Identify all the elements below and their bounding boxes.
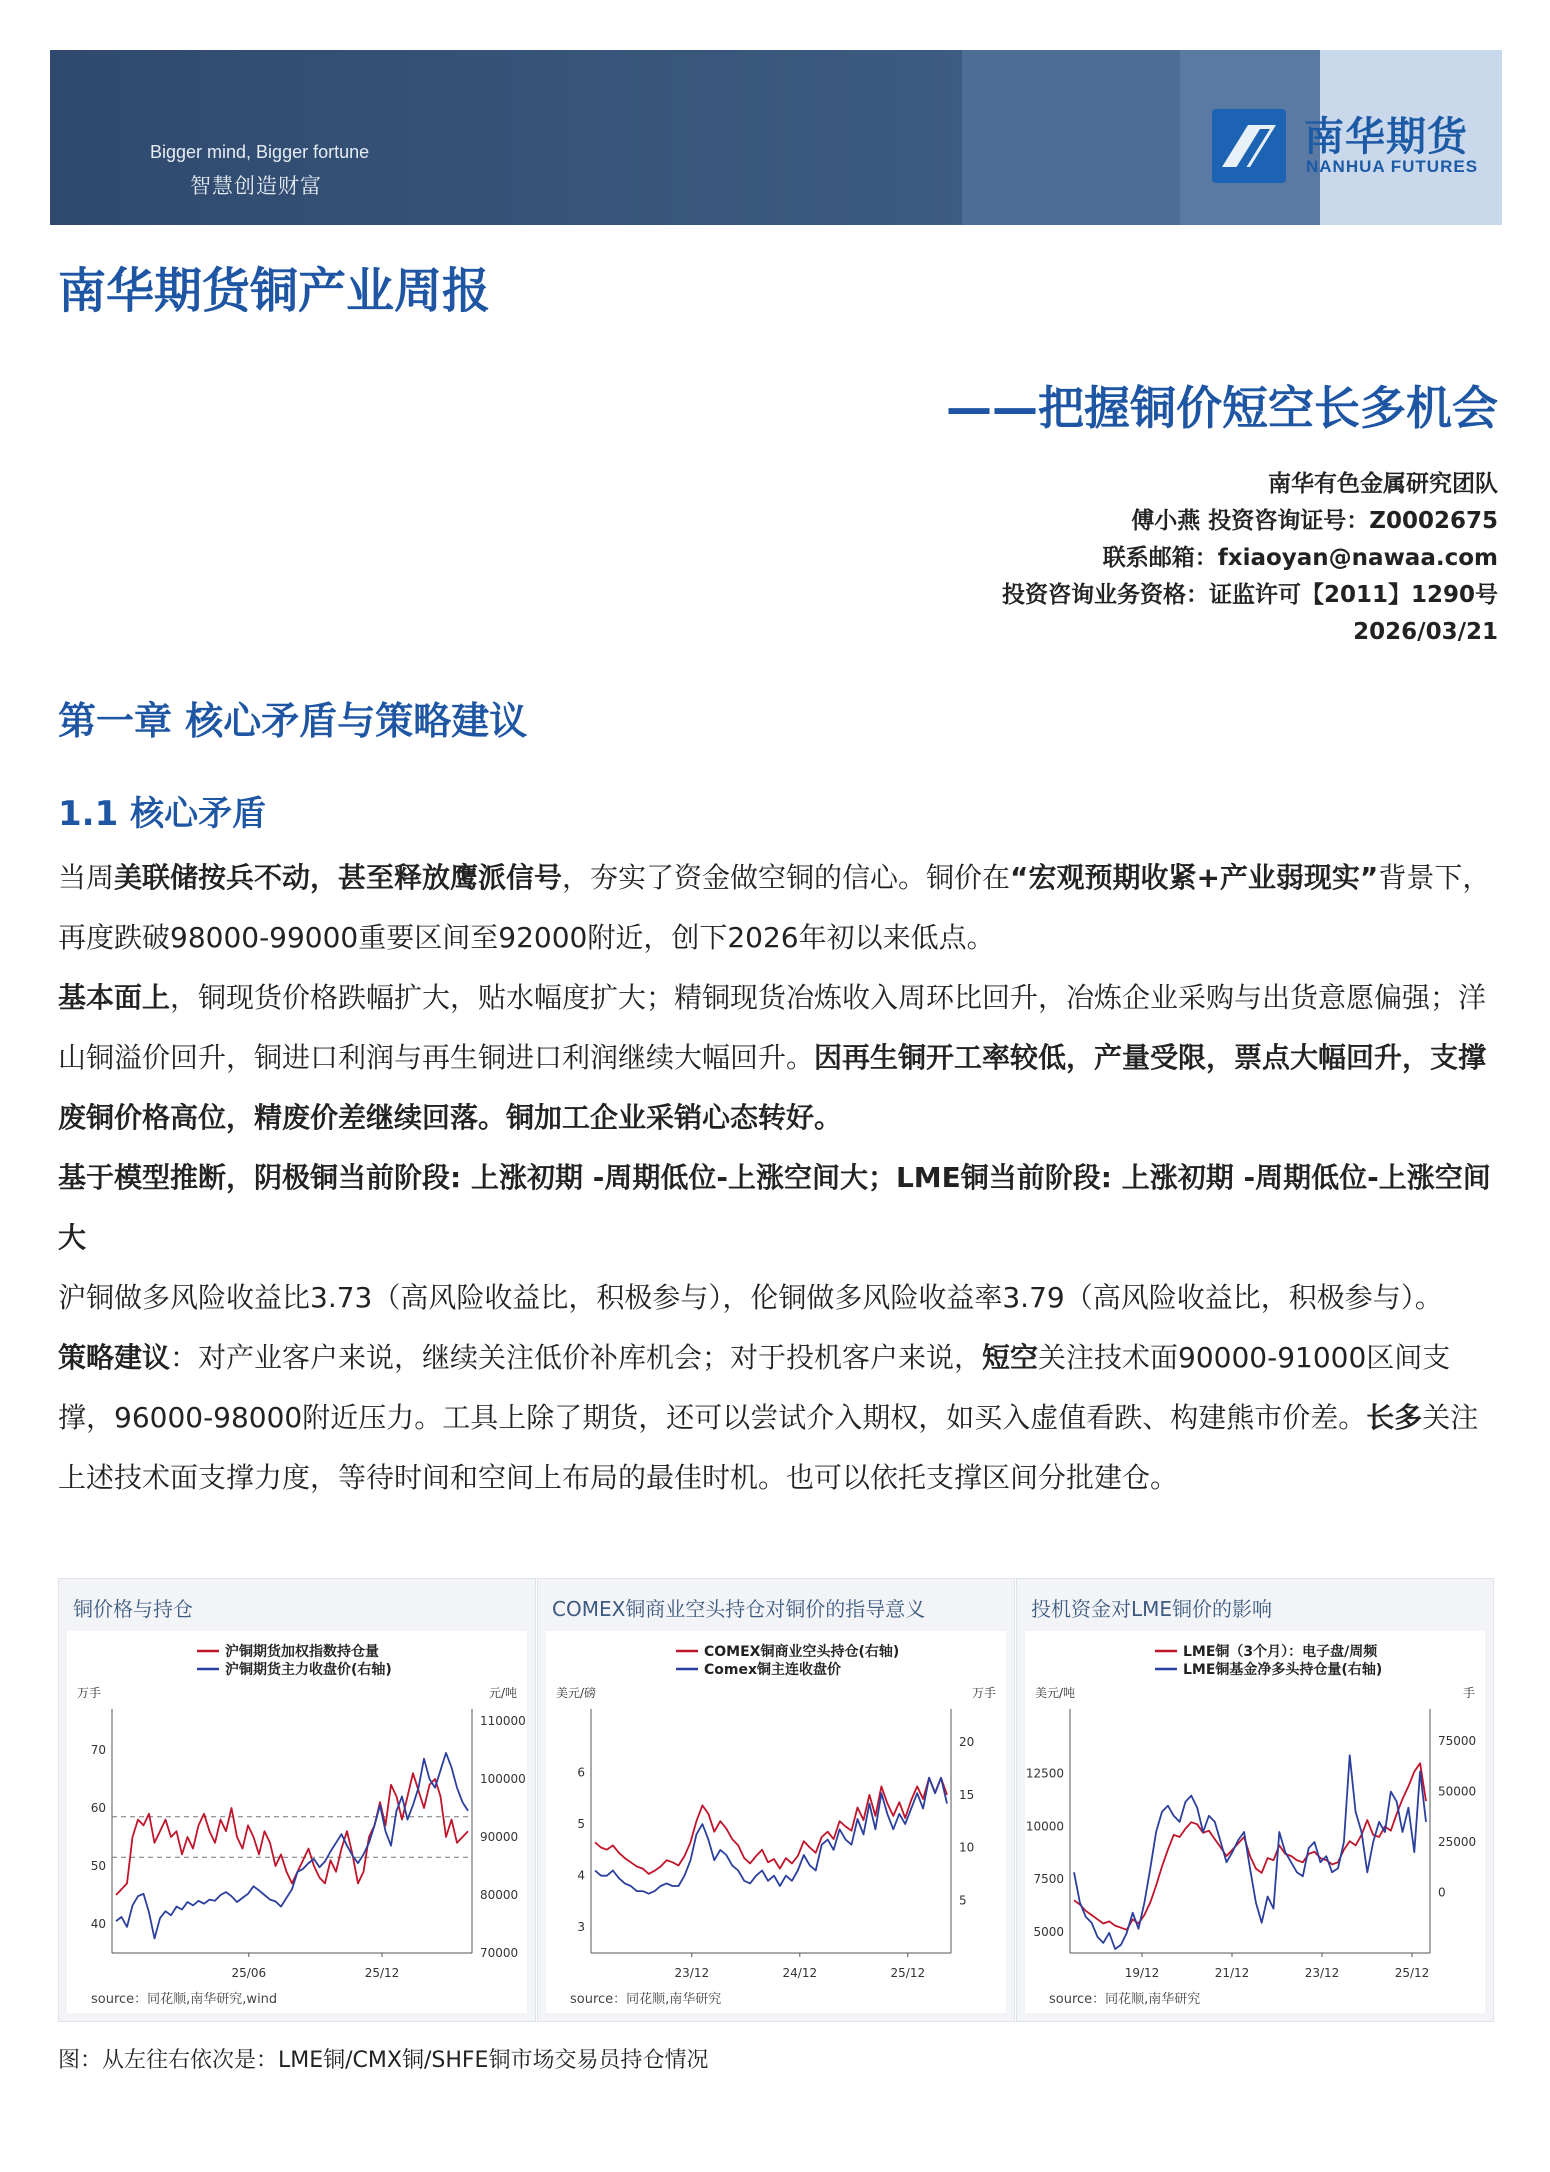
y2-tick-label: 0 xyxy=(1438,1885,1446,1900)
text-run: 关注上述技术面支撑力度，等待时间和空间上布局的最佳时机。也可以依托支撑区间分批建仓。 xyxy=(58,1401,1479,1494)
chart-panel-2 xyxy=(537,1578,1015,2022)
legend-label: LME铜基金净多头持仓量(右轴) xyxy=(1183,1662,1383,1678)
y-tick-label: 12500 xyxy=(1025,1766,1064,1781)
paragraph xyxy=(58,1328,1494,1508)
text-run: 背景下，再度跌破98000-99000重要区间至92000附近，创下2026年初以来低点。 xyxy=(58,861,1491,954)
chart-svg xyxy=(1025,1631,1485,2013)
y-tick-label: 40 xyxy=(90,1917,106,1931)
y2-tick-label: 75000 xyxy=(1438,1734,1477,1749)
y-tick-label: 5000 xyxy=(1033,1924,1064,1939)
y-tick-label: 60 xyxy=(90,1801,106,1815)
text-run: ，夯实了资金做空铜的信心。铜价在 xyxy=(562,861,1011,894)
text-run: 关注技术面90000-91000区间支撑，96000-98000附近压力。工具上除了期货，还可以尝试介入期权，如买入虚值看跌、构建熊市价差。 xyxy=(58,1341,1451,1434)
text-run: 美联储按兵不动，甚至释放鹰派信号 xyxy=(114,861,563,894)
paragraph xyxy=(58,1148,1494,1268)
company-logo xyxy=(1212,105,1492,195)
left-axis-unit: 万手 xyxy=(77,1686,102,1700)
y2-tick-label: 15 xyxy=(959,1787,975,1802)
figure-caption: 图：从左往右依次是：LME铜/CMX铜/SHFE铜市场交易员持仓情况 xyxy=(58,2048,709,2073)
chart-area xyxy=(546,1631,1006,2013)
left-axis-unit: 美元/磅 xyxy=(556,1686,597,1700)
legend-label: COMEX铜商业空头持仓(右轴) xyxy=(704,1644,900,1660)
body-text xyxy=(58,848,1494,1508)
chart-panel-3 xyxy=(1016,1578,1494,2022)
chart-svg xyxy=(546,1631,1006,2013)
text-run: 长多 xyxy=(1366,1401,1423,1434)
y-tick-label: 3 xyxy=(577,1920,585,1935)
y2-tick-label: 70000 xyxy=(480,1946,519,1960)
text-run: ，铜现货价格跌幅扩大，贴水幅度扩大；精铜现货冶炼收入周环比回升，冶炼企业采购与出货意愿偏强；洋山铜溢价回升，铜进口利润与再生铜进口利润继续大幅回升。 xyxy=(58,981,1487,1074)
y2-tick-label: 110000 xyxy=(480,1714,526,1728)
x-tick-label: 25/12 xyxy=(1394,1966,1430,1980)
x-tick-label: 25/06 xyxy=(231,1966,267,1980)
y2-tick-label: 100000 xyxy=(480,1772,526,1786)
report-date: 2026/03/21 xyxy=(1353,619,1498,645)
y2-tick-label: 90000 xyxy=(480,1830,519,1844)
legend-label: Comex铜主连收盘价 xyxy=(704,1662,842,1678)
y-tick-label: 50 xyxy=(90,1859,106,1873)
legend-label: 沪铜期货加权指数持仓量 xyxy=(225,1644,379,1660)
right-axis-unit: 万手 xyxy=(971,1686,996,1700)
y-tick-label: 6 xyxy=(577,1765,585,1780)
logo-name-english: NANHUA FUTURES xyxy=(1306,157,1479,176)
x-tick-label: 23/12 xyxy=(1304,1966,1340,1980)
right-axis-unit: 元/吨 xyxy=(488,1686,517,1700)
x-tick-label: 25/12 xyxy=(364,1966,400,1980)
x-tick-label: 23/12 xyxy=(674,1966,710,1980)
y-tick-label: 10000 xyxy=(1025,1819,1064,1834)
x-tick-label: 25/12 xyxy=(890,1966,926,1980)
text-run: 因再生铜开工率较低，产量受限，票点大幅回升，支撑废铜价格高位，精废价差继续回落。铜加工企业采销心态转好。 xyxy=(58,1041,1487,1134)
chart-svg xyxy=(67,1631,527,2013)
series-line xyxy=(1074,1755,1426,1949)
text-run: 基本面上 xyxy=(58,981,171,1014)
paragraph xyxy=(58,968,1494,1148)
y-tick-label: 7500 xyxy=(1033,1872,1064,1887)
series-line xyxy=(116,1773,468,1895)
x-tick-label: 21/12 xyxy=(1214,1966,1250,1980)
chart-area xyxy=(67,1631,527,2013)
y2-tick-label: 80000 xyxy=(480,1888,519,1902)
x-tick-label: 19/12 xyxy=(1124,1966,1160,1980)
left-axis-unit: 美元/吨 xyxy=(1035,1686,1076,1700)
y2-tick-label: 5 xyxy=(959,1893,967,1908)
legend-label: 沪铜期货主力收盘价(右轴) xyxy=(225,1662,392,1678)
y2-tick-label: 10 xyxy=(959,1840,975,1855)
report-title: 南华期货铜产业周报 xyxy=(58,263,491,319)
chart-panel-title: 铜价格与持仓 xyxy=(73,1597,193,1621)
slogan-chinese: 智慧创造财富 xyxy=(190,174,322,198)
text-run: 基于模型推断，阴极铜当前阶段: 上涨初期 -周期低位-上涨空间大；LME铜当前阶段: 上涨初期 -周期低位-上涨空间大 xyxy=(58,1161,1491,1254)
y2-tick-label: 20 xyxy=(959,1735,975,1750)
license-line: 投资咨询业务资格：证监许可【2011】1290号 xyxy=(1001,582,1498,608)
text-run: 短空 xyxy=(982,1341,1039,1374)
text-run: 策略建议 xyxy=(58,1341,171,1374)
right-axis-unit: 手 xyxy=(1462,1686,1475,1700)
analyst-line: 傅小燕 投资咨询证号：Z0002675 xyxy=(1131,508,1498,534)
paragraph xyxy=(58,848,1494,968)
chapter-heading: 第一章 核心矛盾与策略建议 xyxy=(58,699,528,743)
text-run: ：对产业客户来说，继续关注低价补库机会；对于投机客户来说， xyxy=(170,1341,983,1374)
text-run: 当周 xyxy=(58,861,115,894)
y-tick-label: 70 xyxy=(90,1743,106,1757)
y-tick-label: 5 xyxy=(577,1817,585,1832)
chart-area xyxy=(1025,1631,1485,2013)
author-info xyxy=(1002,466,1498,651)
chart-panel-title: 投机资金对LME铜价的影响 xyxy=(1031,1597,1273,1621)
chart-source: source：同花顺,南华研究 xyxy=(570,1992,722,2007)
report-subtitle: ——把握铜价短空长多机会 xyxy=(946,381,1498,435)
chart-source: source：同花顺,南华研究 xyxy=(1049,1992,1201,2007)
text-run: “宏观预期收紧+产业弱现实” xyxy=(1010,861,1379,894)
chart-panel-1 xyxy=(58,1578,536,2022)
logo-name-chinese: 南华期货 xyxy=(1304,114,1468,160)
chart-source: source：同花顺,南华研究,wind xyxy=(91,1992,278,2007)
research-team: 南华有色金属研究团队 xyxy=(1268,471,1498,497)
slogan-english: Bigger mind, Bigger fortune xyxy=(150,142,370,162)
y2-tick-label: 50000 xyxy=(1438,1784,1477,1799)
header-banner xyxy=(50,50,1502,225)
logo-mark-icon xyxy=(1212,109,1286,183)
email-line: 联系邮箱：fxiaoyan@nawaa.com xyxy=(1102,545,1498,571)
series-line xyxy=(595,1778,947,1894)
subsection-heading: 1.1 核心矛盾 xyxy=(58,794,267,834)
y-tick-label: 4 xyxy=(577,1868,585,1883)
text-run: 沪铜做多风险收益比3.73（高风险收益比，积极参与），伦铜做多风险收益率3.79（高风险收益比，积极参与）。 xyxy=(58,1281,1443,1314)
chart-panel-title: COMEX铜商业空头持仓对铜价的指导意义 xyxy=(552,1597,926,1621)
x-tick-label: 24/12 xyxy=(782,1966,818,1980)
y2-tick-label: 25000 xyxy=(1438,1835,1477,1850)
paragraph xyxy=(58,1268,1494,1328)
legend-label: LME铜（3个月）：电子盘/周频 xyxy=(1183,1644,1378,1660)
